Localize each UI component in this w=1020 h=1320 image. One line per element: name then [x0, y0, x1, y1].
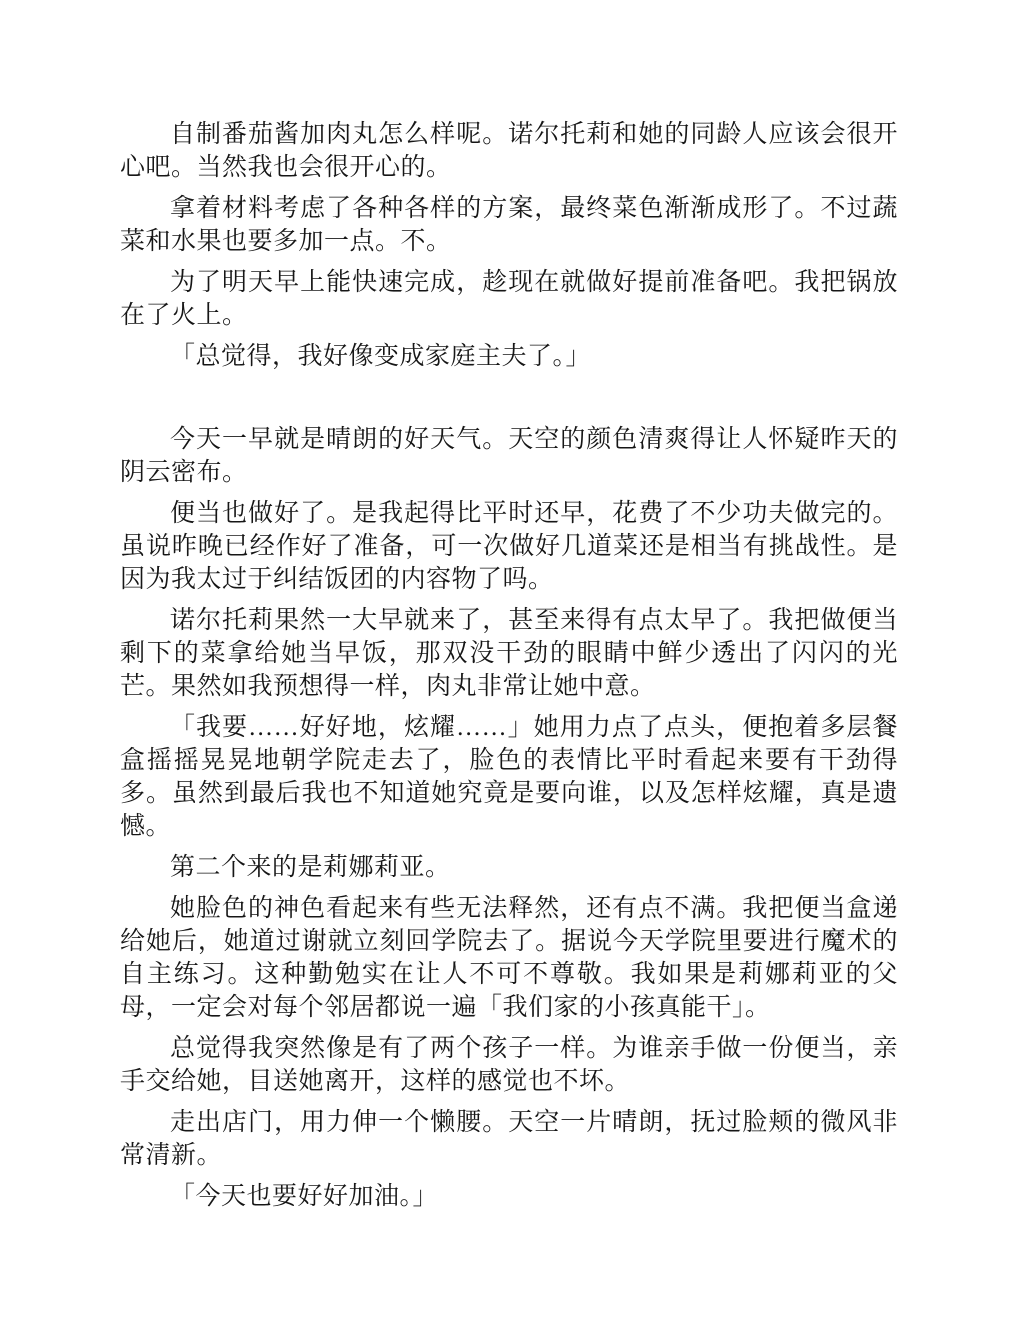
paragraph: 总觉得我突然像是有了两个孩子一样。为谁亲手做一份便当，亲手交给她，目送她离开，这样的感觉也不坏。	[120, 1035, 898, 1095]
paragraph: 诺尔托莉果然一大早就来了，甚至来得有点太早了。我把做便当剩下的菜拿给她当早饭，那双没干劲的眼睛中鲜少透出了闪闪的光芒。果然如我预想得一样，肉丸非常让她中意。	[120, 607, 898, 700]
paragraph: 为了明天早上能快速完成，趁现在就做好提前准备吧。我把锅放在了火上。	[120, 269, 898, 329]
paragraph: 第二个来的是莉娜莉亚。	[170, 854, 451, 881]
paragraph: 她脸色的神色看起来有些无法释然，还有点不满。我把便当盒递给她后，她道过谢就立刻回学院去了。据说今天学院里要进行魔术的自主练习。这种勤勉实在让人不可不尊敬。我如果是莉娜莉亚的父母，一定会对每个邻居都说一遍「我们家的小孩真能干」。	[120, 895, 898, 1021]
paragraph: 便当也做好了。是我起得比平时还早，花费了不少功夫做完的。虽说昨晚已经作好了准备，可一次做好几道菜还是相当有挑战性。是因为我太过于纠结饭团的内容物了吗。	[120, 500, 898, 593]
paragraph: 「我要……好好地，炫耀……」她用力点了点头，便抱着多层餐盒摇摇晃晃地朝学院走去了，脸色的表情比平时看起来要有干劲得多。虽然到最后我也不知道她究竟是要向谁，以及怎样炫耀，真是遗憾。	[120, 714, 898, 840]
paragraph: 拿着材料考虑了各种各样的方案，最终菜色渐渐成形了。不过蔬菜和水果也要多加一点。不。	[120, 195, 898, 255]
text-section	[120, 423, 898, 1213]
paragraph: 「总觉得，我好像变成家庭主夫了。」	[170, 343, 592, 370]
text-section	[120, 118, 898, 373]
paragraph: 「今天也要好好加油。」	[170, 1183, 439, 1210]
paragraph: 走出店门，用力伸一个懒腰。天空一片晴朗，抚过脸颊的微风非常清新。	[120, 1109, 898, 1169]
paragraph: 自制番茄酱加肉丸怎么样呢。诺尔托莉和她的同龄人应该会很开心吧。当然我也会很开心的。	[120, 121, 898, 181]
paragraph: 今天一早就是晴朗的好天气。天空的颜色清爽得让人怀疑昨天的阴云密布。	[120, 426, 898, 486]
text-column	[120, 118, 898, 1213]
